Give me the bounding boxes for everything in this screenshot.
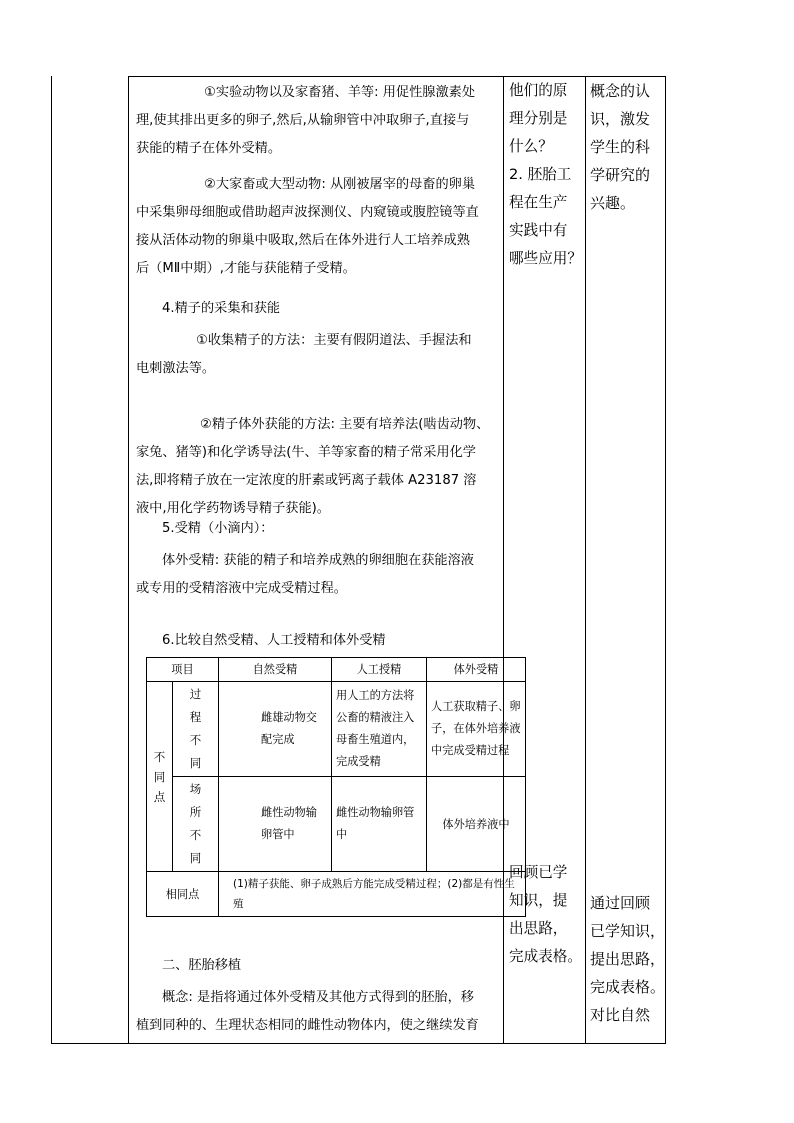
process-invitro: 人工获取精子、卵子，在体外培养液中完成受精过程 bbox=[427, 682, 526, 777]
place-natural: 雌性动物输卵管中 bbox=[219, 777, 332, 872]
heading-5: 5.受精（小滴内）： bbox=[162, 521, 274, 536]
paragraph-6: 概念: 是指将通过体外受精及其他方式得到的胚胎，移 植到同种的、生理状态相同的雌性动物体内，使之继续发育 bbox=[136, 990, 479, 1033]
section-2-heading: 二、胚胎移植 bbox=[162, 958, 242, 973]
place-label: 场所不同 bbox=[173, 777, 219, 872]
column-divider-3 bbox=[585, 76, 586, 1044]
diff-label: 不同点 bbox=[147, 682, 173, 872]
comparison-table bbox=[146, 657, 526, 917]
paragraph-3: ①收集精子的方法：主要有假阴道法、手握法和 电刺激法等。 bbox=[136, 333, 472, 376]
top-border bbox=[128, 76, 666, 77]
header-item: 项目 bbox=[147, 658, 219, 682]
paragraph-2: ②大家畜或大型动物: 从刚被屠宰的母畜的卵巢 中采集卵母细胞或借助超声波探测仪、内窥镜或腹腔镜等直 接从活体动物的卵巢中吸取,然后在体外进行人工培养成熟 后（MⅡ中期）,才能与获能精子受精。 bbox=[136, 177, 479, 276]
heading-4: 4.精子的采集和获能 bbox=[162, 301, 281, 316]
paragraph-4: ②精子体外获能的方法: 主要有培养法(啮齿动物、 家兔、猪等)和化学诱导法(牛、羊等家畜的精子常采用化学 法,即将精子放在一定浓度的肝素或钙离子载体 A23187 溶 液中,用化学药物诱导精子获能)。 bbox=[136, 417, 490, 516]
objectives-block: 概念的认 识，激发 学生的科 学研究的 兴趣。 bbox=[590, 82, 651, 212]
questions-block: 他们的原 理分别是 什么？ 2. 胚胎工 程在生产 实践中有 哪些应用？ bbox=[509, 82, 582, 267]
process-natural: 雌雄动物交配完成 bbox=[219, 682, 332, 777]
place-artificial: 雌性动物输卵管中 bbox=[332, 777, 427, 872]
header-invitro: 体外受精 bbox=[427, 658, 526, 682]
process-artificial: 用人工的方法将公畜的精液注入母畜生殖道内，完成受精 bbox=[332, 682, 427, 777]
same-label: 相同点 bbox=[147, 872, 219, 917]
column-divider-1 bbox=[128, 76, 129, 1044]
place-invitro: 体外培养液中 bbox=[427, 777, 526, 872]
paragraph-1: ①实验动物以及家畜猪、羊等: 用促性腺激素处 理,使其排出更多的卵子,然后,从输卵管中冲取卵子,直接与 获能的精子在体外受精。 bbox=[136, 85, 476, 156]
same-text: (1)精子获能、卵子成熟后方能完成受精过程；(2)都是有性生殖 bbox=[219, 872, 526, 917]
review-block: 回顾已学 知识，提 出思路， 完成表格。 bbox=[509, 864, 582, 965]
header-natural: 自然受精 bbox=[219, 658, 332, 682]
paragraph-5: 体外受精: 获能的精子和培养成熟的卵细胞在获能溶液 或专用的受精溶液中完成受精过程。 bbox=[136, 553, 474, 596]
header-artificial: 人工授精 bbox=[332, 658, 427, 682]
review-objective-block: 通过回顾 已学知识， 提出思路， 完成表格。 对比自然 bbox=[590, 894, 666, 1024]
heading-6: 6.比较自然受精、人工授精和体外受精 bbox=[162, 633, 386, 648]
process-label: 过程不同 bbox=[173, 682, 219, 777]
